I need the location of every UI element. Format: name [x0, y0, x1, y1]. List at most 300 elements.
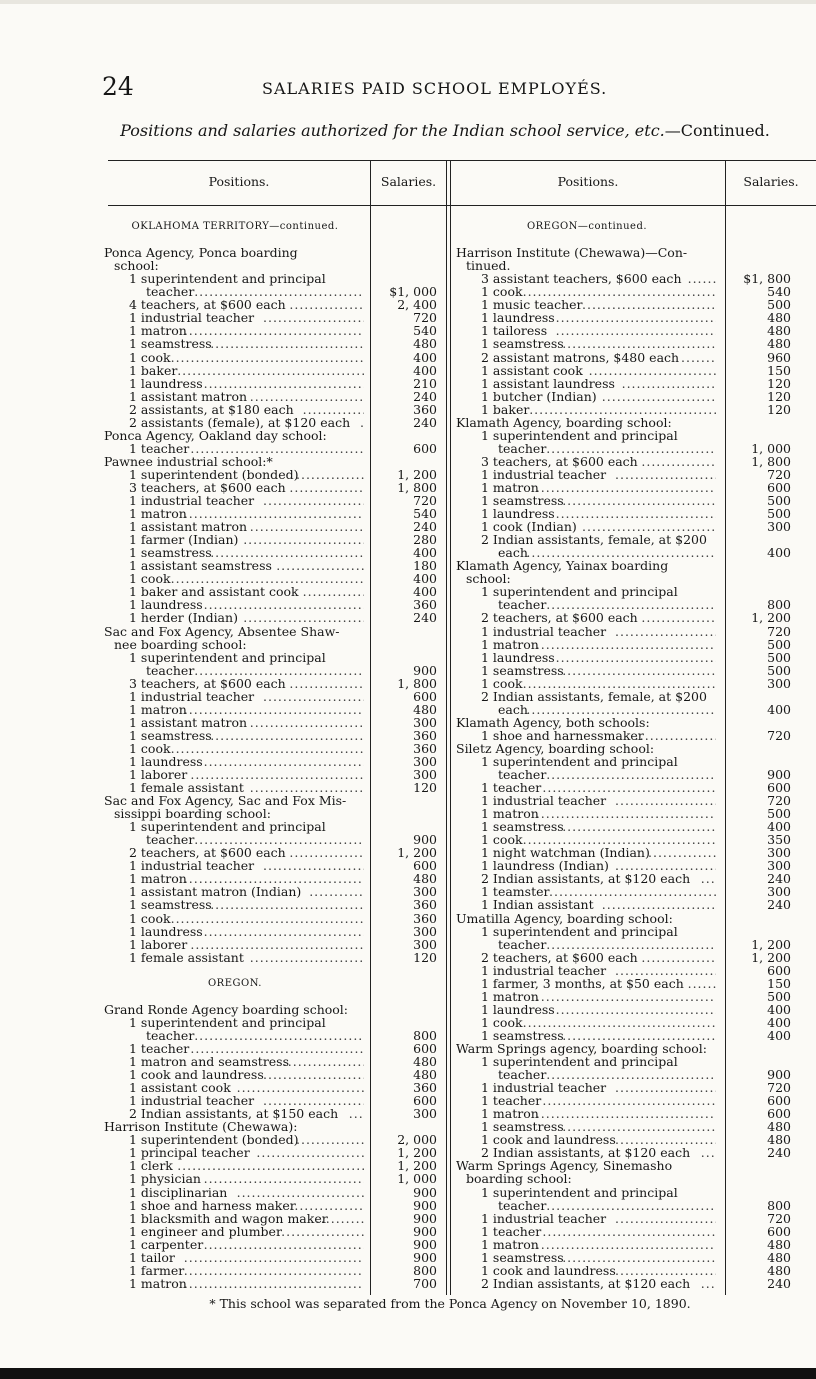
salary-value: 1, 000 — [397, 1171, 437, 1187]
position-row — [456, 351, 792, 364]
leader-dots — [190, 442, 364, 455]
position-name: 1 matron and seamstress — [129, 1054, 290, 1070]
salary-value: 240 — [413, 519, 437, 535]
position-row — [456, 429, 792, 442]
salary-value: 480 — [767, 1119, 791, 1135]
position-name: 1 herder (Indian) — [129, 610, 238, 626]
position-row — [104, 664, 440, 677]
leader-dots — [526, 703, 716, 716]
position-name: 1 cook and laundress — [129, 1067, 264, 1083]
section-heading — [456, 220, 792, 233]
position-row — [456, 677, 792, 690]
agency-name: Siletz Agency, boarding school: — [456, 740, 655, 756]
salary-value: 720 — [767, 1210, 791, 1226]
salary-value: 1, 800 — [751, 453, 791, 469]
leader-dots — [289, 677, 364, 690]
section-heading — [104, 220, 440, 233]
position-name: 1 matron — [129, 323, 187, 339]
position-name: 1 teacher — [481, 1093, 542, 1109]
position-name: 1 farmer, 3 months, at $50 each — [481, 975, 684, 991]
salary-value: 210 — [413, 375, 437, 391]
salary-value: 400 — [767, 701, 791, 717]
position-name: 1 laundress — [481, 310, 555, 326]
salary-value: 600 — [767, 1106, 791, 1122]
position-row — [456, 1277, 792, 1290]
leader-dots — [296, 1133, 364, 1146]
position-row — [104, 1199, 440, 1212]
position-name: 1 assistant cook — [481, 362, 583, 378]
position-name: 1 assistant matron — [129, 714, 248, 730]
leader-dots — [556, 651, 716, 664]
salary-value: 240 — [767, 871, 791, 887]
leader-dots — [289, 298, 364, 311]
position-name: 1 music teacher — [481, 297, 583, 313]
position-name: 3 assistant teachers, $600 each — [481, 271, 682, 287]
agency-heading-row — [104, 625, 440, 638]
position-name: 1 superintendent and principal — [481, 923, 678, 939]
position-name: 1 butcher (Indian) — [481, 388, 597, 404]
leader-dots — [289, 481, 364, 494]
position-name: 1 farmer — [129, 1262, 185, 1278]
position-name: 2 teachers, at $600 each — [481, 949, 638, 965]
leader-dots — [641, 951, 716, 964]
agency-heading-row — [456, 912, 792, 925]
position-name: 1 blacksmith and wagon maker — [129, 1210, 328, 1226]
salary-value: 600 — [413, 1041, 437, 1056]
position-name: 1 physician — [129, 1171, 201, 1187]
position-row — [456, 1003, 792, 1016]
position-name: 1 matron — [481, 1106, 539, 1122]
salary-value: 480 — [767, 1132, 791, 1148]
salary-value: $1, 000 — [389, 284, 437, 300]
salary-value: 120 — [413, 780, 437, 796]
position-row — [456, 690, 792, 703]
leader-dots — [210, 898, 364, 911]
scan-bottom-edge — [0, 1368, 816, 1379]
salary-value: 720 — [413, 493, 437, 509]
leader-dots — [210, 729, 364, 742]
agency-name: school: — [114, 258, 159, 274]
agency-name: Grand Ronde Agency boarding school: — [104, 1001, 349, 1017]
leader-dots — [641, 455, 716, 468]
leader-dots — [316, 1212, 364, 1225]
salary-value: 720 — [767, 793, 791, 809]
center-divider-b — [450, 160, 451, 1295]
leader-dots — [283, 1055, 364, 1068]
salary-value: 1, 200 — [397, 845, 437, 861]
leader-dots — [250, 951, 364, 964]
position-row — [104, 898, 440, 911]
position-name: each — [498, 545, 528, 561]
position-row — [104, 925, 440, 938]
leader-dots — [556, 324, 716, 337]
position-name: 1 superintendent and principal — [481, 1184, 678, 1200]
leader-dots — [289, 846, 364, 859]
salary-value: 500 — [767, 506, 791, 522]
position-name: teacher — [146, 832, 195, 848]
salary-value: 500 — [767, 636, 791, 652]
leader-dots — [263, 690, 364, 703]
salary-value: 480 — [767, 1262, 791, 1278]
leader-dots — [562, 494, 716, 507]
salary-value: 900 — [413, 1197, 437, 1213]
leader-dots — [204, 1238, 364, 1251]
salary-value: 800 — [767, 597, 791, 613]
position-name: 1 superintendent (bonded) — [129, 466, 299, 482]
position-name: 1 assistant laundress — [481, 375, 615, 391]
position-name: 1 teacher — [481, 780, 542, 796]
salary-value: 400 — [767, 1027, 791, 1043]
leader-dots — [194, 664, 364, 677]
position-name: 1 laundress — [129, 375, 203, 391]
salary-value: 540 — [413, 323, 437, 339]
position-name: 1 carpenter — [129, 1236, 204, 1252]
position-name: teacher — [498, 1197, 547, 1213]
salary-value: 1, 200 — [397, 466, 437, 482]
spacer-row — [104, 964, 440, 977]
leader-dots — [263, 1068, 364, 1081]
position-name: 1 laundress (Indian) — [481, 858, 609, 874]
leader-dots — [184, 1264, 364, 1277]
position-row — [456, 651, 792, 664]
leader-dots — [635, 729, 716, 742]
position-row — [104, 1277, 440, 1290]
agency-name: nee boarding school: — [114, 636, 247, 652]
position-name: 2 Indian assistants, at $120 each — [481, 1275, 691, 1291]
leader-dots — [589, 364, 716, 377]
leader-dots — [250, 390, 364, 403]
position-row — [456, 898, 792, 911]
section-heading-text: OKLAHOMA TERRITORY—continued. — [131, 221, 339, 233]
salary-value: 600 — [767, 1093, 791, 1109]
position-row — [456, 1199, 792, 1212]
salary-value: 400 — [767, 545, 791, 561]
position-name: 1 laborer — [129, 936, 188, 952]
salary-value: 480 — [767, 1236, 791, 1252]
position-row — [456, 951, 792, 964]
position-row — [456, 442, 792, 455]
page-number: 24 — [102, 72, 134, 101]
position-name: 2 Indian assistants, at $120 each — [481, 1145, 691, 1161]
salary-value: 900 — [767, 767, 791, 783]
salary-value: 2, 400 — [397, 297, 437, 313]
agency-heading-row — [104, 455, 440, 468]
position-name: teacher — [498, 597, 547, 613]
agency-name: Sac and Fox Agency, Absentee Shaw- — [104, 623, 340, 639]
position-name: 2 Indian assistants, at $120 each — [481, 871, 691, 887]
position-name: 1 superintendent and principal — [129, 819, 326, 835]
salary-value: 240 — [767, 1145, 791, 1161]
position-name: 1 seamstress — [481, 819, 564, 835]
leader-dots — [296, 468, 364, 481]
position-name: teacher — [146, 662, 195, 678]
position-name: 1 seamstress — [129, 897, 212, 913]
position-name: each — [498, 701, 528, 717]
position-name: 3 teachers, at $600 each — [129, 675, 286, 691]
leader-dots — [582, 298, 716, 311]
position-row — [104, 729, 440, 742]
leader-dots — [615, 794, 716, 807]
leader-dots — [562, 337, 716, 350]
salary-value: 1, 200 — [397, 1158, 437, 1174]
salary-value: 350 — [767, 832, 791, 848]
leader-dots — [523, 677, 716, 690]
left-column — [104, 207, 440, 1290]
salary-value: 1, 200 — [397, 1145, 437, 1161]
salary-value: 600 — [767, 1223, 791, 1239]
position-row — [456, 1225, 792, 1238]
position-row — [104, 390, 440, 403]
position-name: 1 assistant matron — [129, 519, 248, 535]
position-row — [456, 1212, 792, 1225]
salary-value: 300 — [413, 884, 437, 900]
position-row — [104, 703, 440, 716]
salary-value: 800 — [767, 1197, 791, 1213]
salary-value: 600 — [413, 858, 437, 874]
position-name: 1 assistant matron (Indian) — [129, 884, 302, 900]
position-row — [104, 1172, 440, 1185]
leader-dots — [263, 494, 364, 507]
salary-value: 300 — [767, 519, 791, 535]
leader-dots — [641, 611, 716, 624]
position-name: 1 seamstress — [129, 545, 212, 561]
position-name: 1 seamstress — [481, 662, 564, 678]
position-row — [456, 377, 792, 390]
leader-dots — [523, 1016, 716, 1029]
position-row — [456, 977, 792, 990]
leader-dots — [194, 1029, 364, 1042]
leader-dots — [562, 664, 716, 677]
salary-value: 600 — [413, 688, 437, 704]
leader-dots — [237, 1186, 364, 1199]
salary-value: 300 — [413, 753, 437, 769]
position-row — [456, 938, 792, 951]
leader-dots — [349, 1107, 364, 1120]
salary-value: 960 — [767, 349, 791, 365]
position-row — [456, 1264, 792, 1277]
salary-value: 300 — [767, 675, 791, 691]
leader-dots — [602, 898, 716, 911]
agency-name: Warm Springs Agency, Sinemasho — [456, 1158, 673, 1174]
position-row — [456, 1186, 792, 1199]
salary-value: 120 — [413, 949, 437, 965]
position-name: 1 Indian assistant — [481, 897, 594, 913]
position-name: 1 cook — [481, 675, 523, 691]
salary-value: 500 — [767, 649, 791, 665]
leader-dots — [204, 925, 364, 938]
right-positions-header: Positions. — [557, 174, 619, 189]
spacer-row — [104, 990, 440, 1003]
salary-value: 480 — [413, 1054, 437, 1070]
section-heading-text: OREGON—continued. — [526, 221, 648, 233]
position-name: teacher — [146, 284, 195, 300]
position-row — [104, 442, 440, 455]
leader-dots — [536, 638, 716, 651]
position-name: 1 shoe and harness maker — [129, 1197, 296, 1213]
position-row — [104, 938, 440, 951]
leader-dots — [546, 768, 716, 781]
position-name: 1 seamstress — [481, 1027, 564, 1043]
position-name: 1 matron — [129, 506, 187, 522]
position-name: 1 superintendent (bonded) — [129, 1132, 299, 1148]
salary-value: 480 — [413, 1067, 437, 1083]
position-name: 1 superintendent and principal — [481, 584, 678, 600]
footnote: * This school was separated from the Ponca Agency on November 10, 1890. — [209, 1296, 691, 1311]
caption-italic: Positions and salaries authorized for the Indian school service, etc. — [120, 121, 665, 140]
salary-value: 400 — [767, 1001, 791, 1017]
position-row — [456, 625, 792, 638]
agency-name: Warm Springs agency, boarding school: — [456, 1041, 707, 1056]
salary-value: 720 — [413, 310, 437, 326]
agency-name: school: — [466, 571, 511, 587]
position-name: 1 matron — [481, 479, 539, 495]
leader-dots — [615, 1264, 716, 1277]
position-name: 1 industrial teacher — [481, 962, 607, 978]
leader-dots — [289, 1199, 364, 1212]
position-name: 1 assistant matron — [129, 388, 248, 404]
leader-dots — [615, 1081, 716, 1094]
leader-dots — [546, 938, 716, 951]
position-name: 1 laundress — [129, 753, 203, 769]
position-row — [104, 912, 440, 925]
leader-dots — [190, 938, 364, 951]
position-name: 2 teachers, at $600 each — [481, 610, 638, 626]
agency-name: Klamath Agency, both schools: — [456, 714, 650, 730]
leader-dots — [701, 1277, 716, 1290]
leader-dots — [542, 1094, 716, 1107]
leader-dots — [204, 1172, 364, 1185]
salary-value: 900 — [413, 1210, 437, 1226]
salary-value: 900 — [413, 662, 437, 678]
salary-value: 500 — [767, 297, 791, 313]
leader-dots — [681, 351, 716, 364]
leader-dots — [556, 507, 716, 520]
salary-value: 900 — [413, 1184, 437, 1200]
agency-name: Ponca Agency, Oakland day school: — [104, 427, 327, 443]
spacer-row — [104, 207, 440, 220]
leader-dots — [688, 272, 716, 285]
salary-value: 300 — [767, 858, 791, 874]
leader-dots — [360, 416, 364, 429]
leader-dots — [171, 351, 364, 364]
salary-value: 150 — [767, 975, 791, 991]
salary-value: 720 — [767, 623, 791, 639]
salary-value: 240 — [767, 1275, 791, 1291]
leader-dots — [546, 1199, 716, 1212]
position-name: 2 Indian assistants, female, at $200 — [481, 532, 707, 548]
salary-value: 360 — [413, 897, 437, 913]
salary-value: 500 — [767, 988, 791, 1004]
position-row — [104, 351, 440, 364]
position-name: 1 industrial teacher — [129, 858, 255, 874]
leader-dots — [210, 337, 364, 350]
salary-value: 600 — [767, 479, 791, 495]
leader-dots — [263, 859, 364, 872]
position-name: 1 teacher — [129, 1041, 190, 1056]
leader-dots — [602, 390, 716, 403]
leader-dots — [562, 1251, 716, 1264]
running-head: SALARIES PAID SCHOOL EMPLOYÉS. — [262, 79, 608, 98]
salary-value: 120 — [767, 401, 791, 417]
leader-dots — [250, 520, 364, 533]
agency-name: Klamath Agency, boarding school: — [456, 414, 672, 430]
agency-name: boarding school: — [466, 1171, 572, 1187]
salary-value: 480 — [413, 701, 437, 717]
position-name: 1 cook — [481, 284, 523, 300]
agency-heading-row — [456, 742, 792, 755]
position-row — [104, 1264, 440, 1277]
position-row — [104, 403, 440, 416]
salary-value: 480 — [767, 323, 791, 339]
position-name: 1 seamstress — [129, 727, 212, 743]
position-row — [456, 1251, 792, 1264]
position-name: 1 seamstress — [129, 336, 212, 352]
salary-value: 400 — [413, 571, 437, 587]
position-name: 1 matron — [129, 701, 187, 717]
salary-value: 400 — [413, 545, 437, 561]
leader-dots — [177, 364, 364, 377]
position-name: 1 industrial teacher — [129, 1093, 255, 1109]
position-name: 1 industrial teacher — [129, 493, 255, 509]
salary-value: 400 — [413, 584, 437, 600]
salary-value: 400 — [767, 1014, 791, 1030]
leader-dots — [303, 585, 364, 598]
leader-dots — [171, 742, 364, 755]
position-row — [104, 1186, 440, 1199]
position-name: 1 assistant cook — [129, 1080, 231, 1096]
position-name: 1 laundress — [481, 506, 555, 522]
position-name: teacher — [498, 440, 547, 456]
position-name: 1 cook — [129, 740, 171, 756]
salary-value: 360 — [413, 597, 437, 613]
leader-dots — [529, 403, 716, 416]
position-row — [456, 337, 792, 350]
position-row — [456, 729, 792, 742]
position-name: 1 tailoress — [481, 323, 548, 339]
salary-value: 720 — [767, 466, 791, 482]
position-name: 1 laborer — [129, 767, 188, 783]
position-name: 1 industrial teacher — [481, 623, 607, 639]
leader-dots — [250, 716, 364, 729]
leader-dots — [615, 625, 716, 638]
position-row — [456, 664, 792, 677]
position-name: 1 engineer and plumber — [129, 1223, 282, 1239]
position-name: 1 matron — [129, 871, 187, 887]
position-name: 1 superintendent and principal — [129, 649, 326, 665]
leader-dots — [184, 703, 364, 716]
leader-dots — [204, 377, 364, 390]
position-name: 1 superintendent and principal — [129, 1014, 326, 1030]
salary-value: 400 — [413, 349, 437, 365]
position-name: 1 cook and laundress — [481, 1132, 616, 1148]
salary-value: 1, 000 — [751, 440, 791, 456]
leader-dots — [562, 820, 716, 833]
position-name: 3 teachers, at $600 each — [481, 453, 638, 469]
leader-dots — [701, 1146, 716, 1159]
position-name: teacher — [146, 1027, 195, 1043]
position-name: 1 industrial teacher — [129, 688, 255, 704]
salary-value: 800 — [413, 1262, 437, 1278]
position-name: 1 cook — [129, 571, 171, 587]
position-name: 2 assistant matrons, $480 each — [481, 349, 680, 365]
position-name: 1 cook — [481, 1014, 523, 1030]
salary-value: 600 — [413, 1093, 437, 1109]
leader-dots — [243, 533, 364, 546]
position-name: 1 seamstress — [481, 1249, 564, 1265]
position-name: 1 cook — [129, 910, 171, 926]
agency-heading-row — [456, 416, 792, 429]
salary-value: 360 — [413, 1080, 437, 1096]
